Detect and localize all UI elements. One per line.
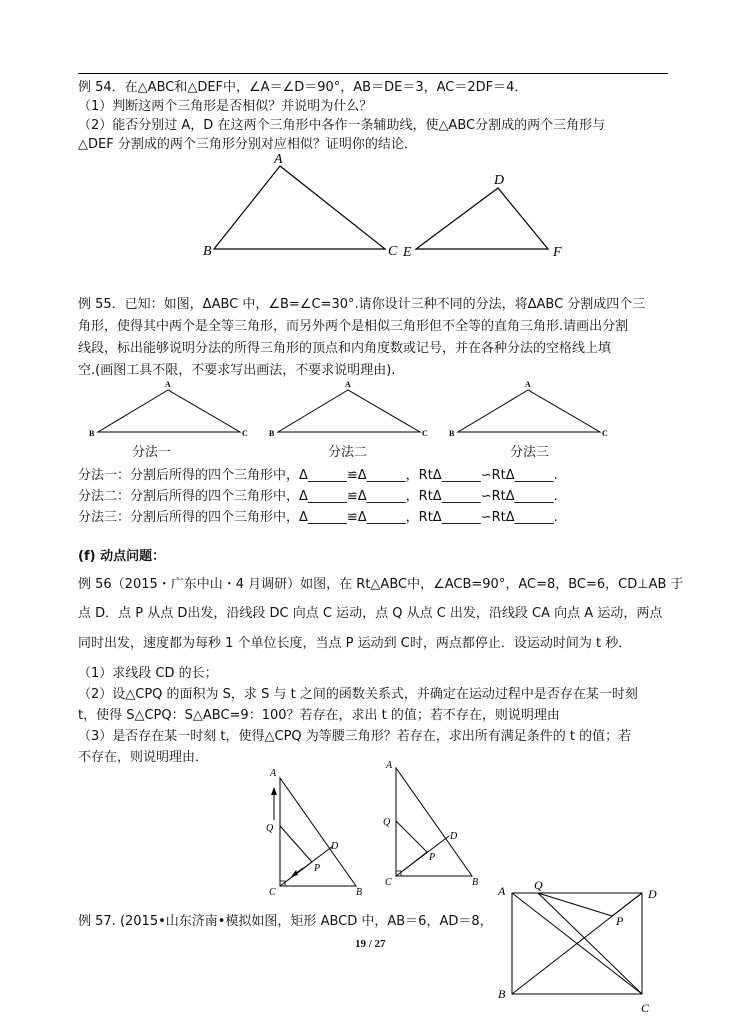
label-f: F [553,245,562,260]
svg-text:A: A [498,884,506,898]
ex56-question-2b: t，使得 S△CPQ：S△ABC=9：100？若存在，求出 t 的值；若不存在，则说明理由 [78,708,560,723]
label-c: C [388,244,398,259]
caption-method-1: 分法一 [132,445,172,460]
ex55-line-1: 例 55．已知：如图，ΔABC 中，∠B=∠C=30°.请你设计三种不同的分法，将ΔABC 分割成四个三 [78,297,646,312]
t3-label-a: A [525,380,531,389]
svg-text:A: A [270,768,277,779]
t1-label-b: B [89,429,95,438]
ex55-line-3: 线段，标出能够说明分法的所得三角形的顶点和内角度数或记号，并在各种分法的空格线上填 [78,341,612,356]
t3-label-b: B [449,429,455,438]
ex57-figure [497,878,657,1015]
t2-label-a: A [345,380,351,389]
ex56-question-3b: 不存在，则说明理由． [78,750,209,765]
page-number: 19 / 27 [355,938,386,950]
label-a: A [274,152,283,167]
ex54-question-1: （1）判断这两个三角形是否相似？并说明为什么？ [78,99,373,114]
svg-text:D: D [450,831,458,842]
caption-method-2: 分法二 [328,445,368,460]
ex56-line-2: 点 D．点 P 从点 D出发，沿线段 DC 向点 C 运动，点 Q 从点 C 出发，沿线段 CA 向点 A 运动，两点 [78,606,663,621]
ex56-question-2a: （2）设△CPQ 的面积为 S，求 S 与 t 之间的函数关系式，并确定在运动过程中是否存在某一时刻 [78,687,638,702]
svg-text:Q: Q [266,823,274,834]
ex57-line-1: 例 57. (2015•山东济南•模拟如图，矩形 ABCD 中，AB＝6，AD＝8， [78,914,493,929]
t2-label-b: B [269,429,275,438]
svg-text:C: C [269,887,276,898]
svg-text:Q: Q [383,817,391,828]
ex55-line-2: 角形，使得其中两个是全等三角形，而另外两个是相似三角形但不全等的直角三角形.请画出分割 [78,319,629,334]
svg-text:A: A [386,760,393,771]
svg-text:C: C [385,877,392,888]
svg-text:D: D [648,887,657,901]
label-e: E [403,245,412,260]
ex56-question-3a: （3）是否存在某一时刻 t，使得△CPQ 为等腰三角形？若存在，求出所有满足条件的 t 的值；若 [78,729,632,744]
label-b: B [203,244,212,259]
method-3-fill-line: 分法三：分割后所得的四个三角形中，Δ______≌Δ______，RtΔ______∽RtΔ______. [78,510,558,525]
svg-text:P: P [314,863,321,874]
svg-text:B: B [498,987,506,1001]
ex54-question-2b: △DEF 分割成的两个三角形分别对应相似？证明你的结论． [78,137,417,152]
ex56-figure-2 [383,760,478,888]
ex55-line-4: 空.(画图工具不限，不要求写出画法，不要求说明理由). [78,363,396,378]
svg-text:P: P [616,914,624,928]
section-heading: (f) 动点问题： [78,549,166,564]
svg-text:B: B [472,877,479,888]
svg-text:D: D [331,841,339,852]
svg-text:P: P [429,852,436,863]
caption-method-3: 分法三 [510,445,550,460]
t3-label-c: C [602,429,608,438]
svg-text:B: B [356,887,363,898]
label-d: D [494,173,505,188]
t1-label-a: A [165,380,171,389]
t1-label-c: C [242,429,248,438]
ex56-line-1: 例 56（2015・广东中山・4 月调研）如图，在 Rt△ABC中，∠ACB=90°，AC=8，BC=6，CD⊥AB 于 [78,577,684,592]
method-1-fill-line: 分法一：分割后所得的四个三角形中，Δ______≌Δ______，RtΔ______∽RtΔ______. [78,468,558,483]
ex56-line-3: 同时出发，速度都为每秒 1 个单位长度，当点 P 运动到 C时，两点都停止．设运动时间为 t 秒． [78,636,632,651]
ex56-figure-1 [266,768,362,898]
ex54-question-2a: （2）能否分别过 A，D 在这两个三角形中各作一条辅助线，使△ABC分割成的两个三角形与 [78,118,606,133]
svg-text:Q: Q [534,878,543,892]
ex56-question-1: （1）求线段 CD 的长； [78,666,218,681]
t2-label-c: C [422,429,428,438]
svg-text:C: C [641,1001,650,1015]
method-2-fill-line: 分法二：分割后所得的四个三角形中，Δ______≌Δ______，RtΔ______∽RtΔ______. [78,489,558,504]
ex54-statement: 例 54．在△ABC和△DEF中，∠A＝∠D＝90°，AB＝DE＝3，AC＝2DF＝4． [78,80,528,95]
